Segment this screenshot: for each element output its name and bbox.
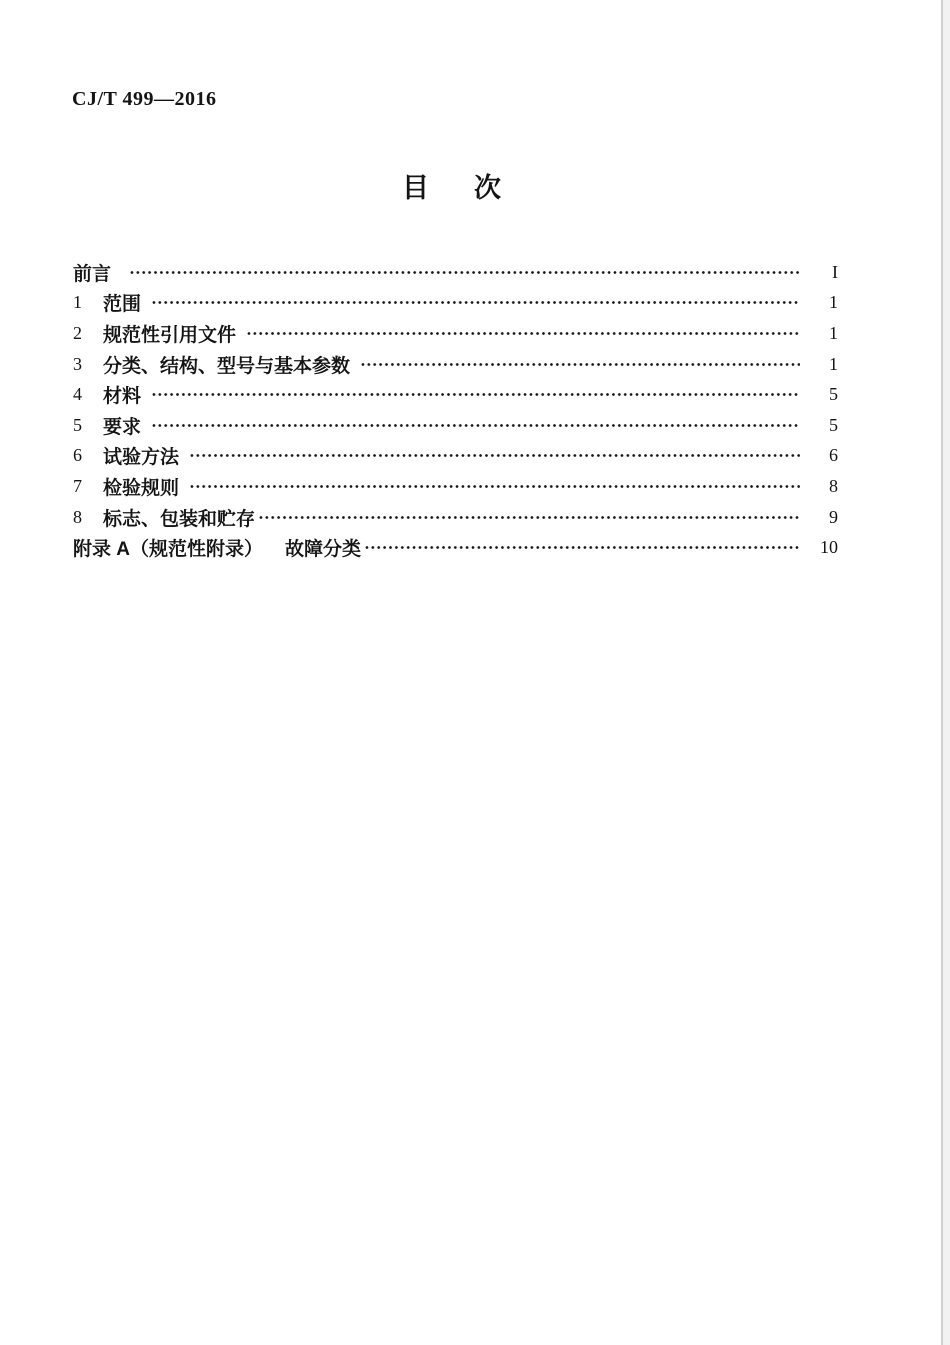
- page-title: [402, 174, 501, 204]
- page-title-char-2: 次: [474, 173, 501, 203]
- toc-entry-title: 试验方法: [103, 447, 180, 469]
- dot-leader: [151, 410, 800, 441]
- toc-entry-title: 分类、结构、型号与基本参数: [103, 355, 351, 377]
- dot-leader: [364, 532, 800, 563]
- dot-leader: [189, 471, 800, 502]
- toc-entry-1: [73, 288, 838, 319]
- toc-entry-page: 5: [829, 384, 838, 405]
- dot-leader: [189, 441, 800, 472]
- toc-entry-page: 1: [829, 353, 838, 374]
- dot-leader: [151, 288, 800, 319]
- scan-page-edge-strip: [943, 0, 950, 1345]
- toc-entry-number: 1: [73, 292, 82, 313]
- dot-leader: [258, 502, 800, 533]
- toc-entry-8: [73, 502, 838, 533]
- dot-leader: [151, 379, 800, 410]
- toc-entry-number: 8: [73, 506, 82, 527]
- toc-entry-page: 1: [829, 292, 838, 313]
- toc-entry-4: [73, 379, 838, 410]
- toc-entry-number: 4: [73, 384, 82, 405]
- toc-entry-number: 3: [73, 353, 82, 374]
- toc-entry-5: [73, 410, 838, 441]
- toc-entry-page: 9: [829, 506, 838, 527]
- toc-entry-page: I: [832, 261, 838, 282]
- toc-entry-page: 1: [829, 322, 838, 343]
- toc-entry-title: 规范性引用文件: [103, 324, 237, 346]
- dot-leader: [360, 349, 800, 380]
- toc-entry-title: 要求: [103, 416, 142, 438]
- toc-entry-number: 7: [73, 475, 82, 496]
- table-of-contents: [73, 257, 838, 563]
- toc-entry-title: 材料: [103, 386, 142, 408]
- toc-entry-title: 范围: [103, 294, 142, 316]
- toc-entry-page: 5: [829, 414, 838, 435]
- toc-entry-page: 8: [829, 475, 838, 496]
- toc-entry-appendix-label: 附录 A（规范性附录）: [73, 539, 264, 561]
- toc-entry-3: [73, 349, 838, 380]
- toc-entry-7: [73, 471, 838, 502]
- toc-entry-title: 标志、包装和贮存: [103, 508, 256, 530]
- toc-entry-6: [73, 441, 838, 472]
- dot-leader: [129, 257, 800, 288]
- page-title-char-1: 目: [402, 173, 429, 203]
- standard-code: CJ/T 499—2016: [72, 88, 217, 110]
- toc-entry-title: 前言: [73, 263, 112, 285]
- toc-entry-number: 2: [73, 322, 82, 343]
- toc-entry-number: 6: [73, 445, 82, 466]
- toc-entry-number: 5: [73, 414, 82, 435]
- toc-entry-foreword: [73, 257, 838, 288]
- toc-entry-page: 6: [829, 445, 838, 466]
- toc-entry-title: 检验规则: [103, 477, 180, 499]
- scan-page-edge-line: [941, 0, 943, 1345]
- toc-entry-page: 10: [820, 537, 838, 558]
- toc-entry-2: [73, 318, 838, 349]
- toc-entry-title: 故障分类: [285, 539, 362, 561]
- toc-entry-appendix-a: [73, 532, 838, 563]
- dot-leader: [246, 318, 800, 349]
